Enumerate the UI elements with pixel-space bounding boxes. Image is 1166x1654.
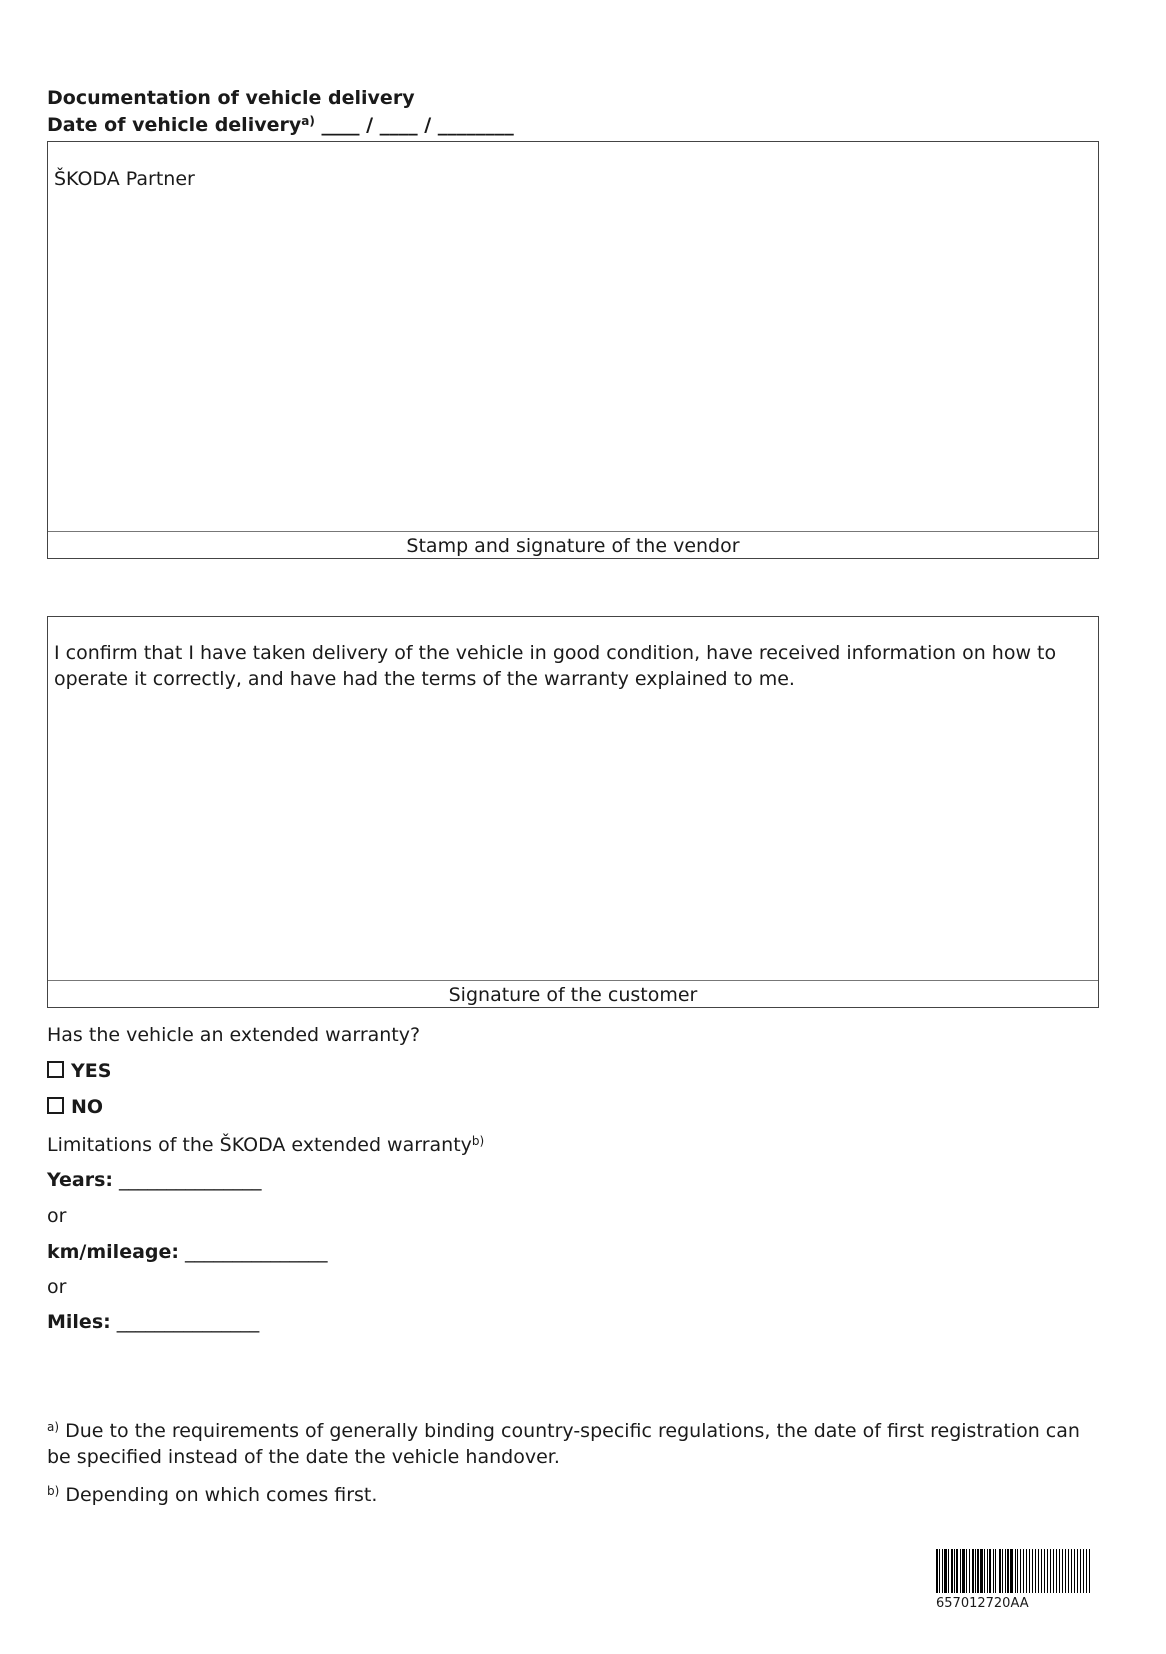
customer-signature-box[interactable] [47,616,1099,1008]
delivery-date-label: Date of vehicle delivery [47,114,302,136]
checkbox-yes[interactable] [47,1061,64,1078]
km-label: km/mileage: [47,1241,179,1263]
footnote-b-text: Depending on which comes first. [65,1484,378,1506]
miles-label: Miles: [47,1311,111,1333]
footnote-a-line-1 [47,1419,1080,1443]
vendor-signature-line [48,531,1098,532]
customer-signature-label: Signature of the customer [448,984,698,1006]
option-no[interactable] [47,1095,103,1119]
footnote-a-line-2: be specified instead of the date the vehicle handover. [47,1446,560,1468]
footnote-a-text: Due to the requirements of generally binding country-specific regulations, the date of first registration can [65,1420,1080,1442]
delivery-date-line [47,113,514,137]
footnote-a-mark: a) [47,1420,60,1434]
or-text-1: or [47,1205,67,1227]
footnote-b-mark: b) [47,1484,60,1498]
or-text-2: or [47,1276,67,1298]
confirmation-line-1: I confirm that I have taken delivery of the vehicle in good condition, have received information on how to [54,642,1057,664]
vendor-label: ŠKODA Partner [54,168,195,190]
footnote-b [47,1483,377,1507]
footnote-mark-b: b) [471,1134,485,1148]
option-yes[interactable] [47,1059,111,1083]
footnote-mark-a: a) [301,114,315,128]
years-field[interactable]: _______________ [119,1169,262,1191]
page-title: Documentation of vehicle delivery [47,87,415,109]
option-yes-label: YES [71,1060,112,1082]
km-row [47,1240,328,1264]
barcode-icon [936,1549,1094,1593]
warranty-question: Has the vehicle an extended warranty? [47,1024,421,1046]
limitations-text: Limitations of the ŠKODA extended warranty [47,1134,472,1156]
barcode-gap [1090,1549,1092,1593]
years-row [47,1168,262,1192]
limitations-label [47,1133,484,1157]
delivery-date-field[interactable]: ____ / ____ / ________ [321,114,514,136]
checkbox-no[interactable] [47,1097,64,1114]
vendor-signature-box[interactable] [47,141,1099,559]
miles-row [47,1310,259,1334]
km-field[interactable]: _______________ [185,1241,328,1263]
option-no-label: NO [71,1096,104,1118]
miles-field[interactable]: _______________ [116,1311,260,1333]
barcode-number: 657012720AA [936,1596,1029,1611]
customer-signature-line [48,980,1098,981]
confirmation-line-2: operate it correctly, and have had the terms of the warranty explained to me. [54,668,795,690]
vendor-signature-label: Stamp and signature of the vendor [406,535,740,557]
years-label: Years: [47,1169,113,1191]
